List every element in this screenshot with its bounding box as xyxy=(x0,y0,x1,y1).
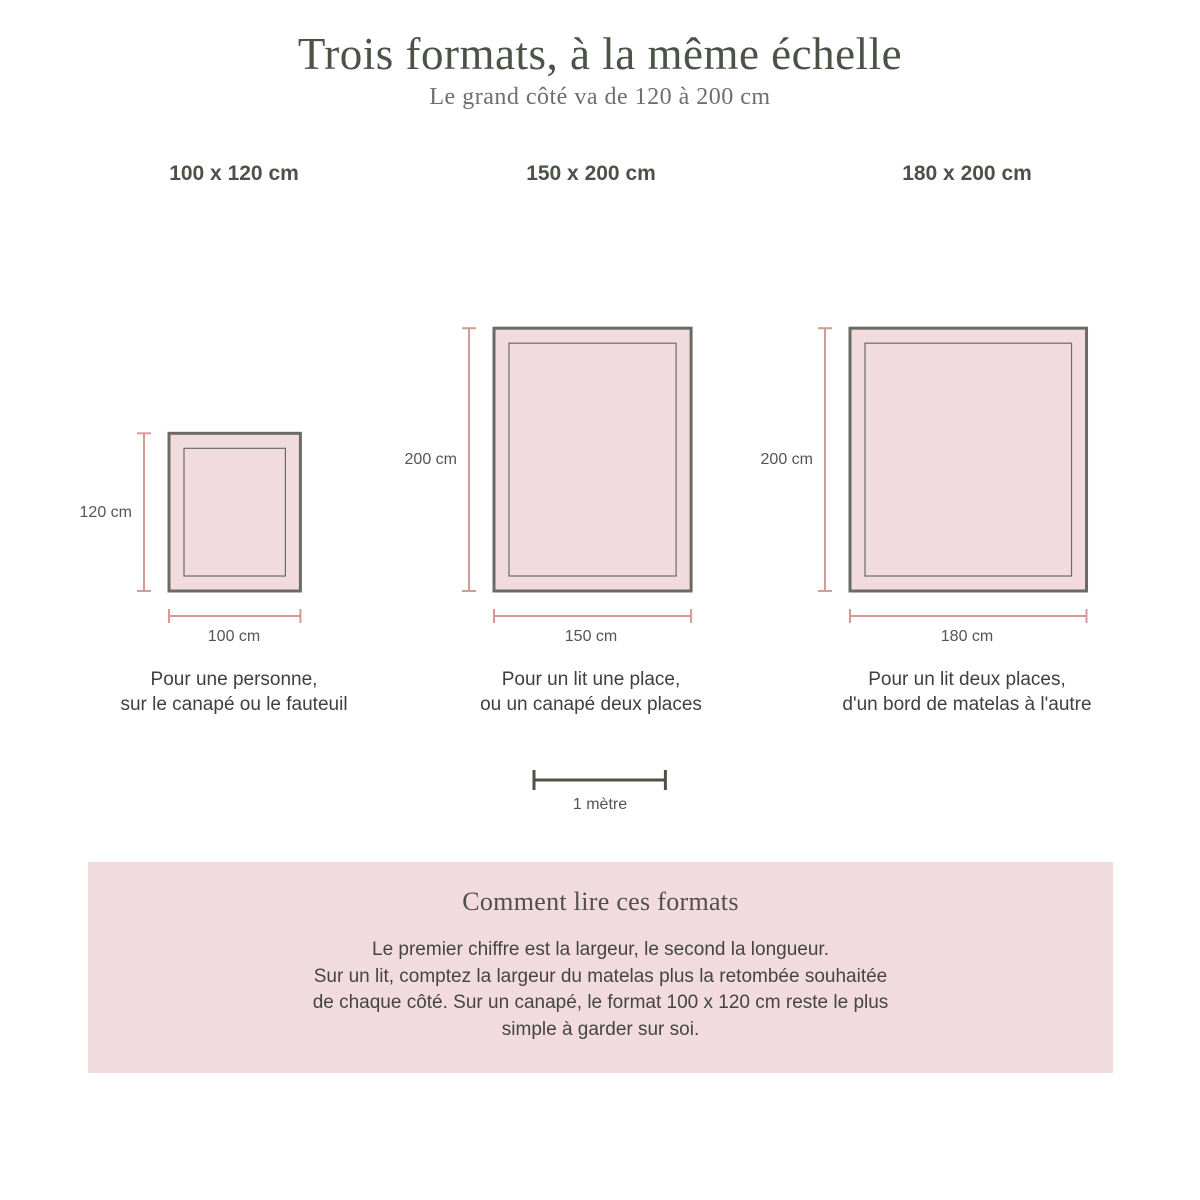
info-line: Sur un lit, comptez la largeur du matelas plus la retombée souhaitée xyxy=(313,965,888,987)
width-label-large: 180 cm xyxy=(940,628,994,645)
blanket-large xyxy=(850,328,1087,591)
description-line: Pour un lit deux places, xyxy=(868,669,1066,690)
description-line: Pour une personne, xyxy=(150,669,318,690)
description-line: Pour un lit une place, xyxy=(501,669,681,690)
blanket-medium xyxy=(494,328,691,591)
blanket-small xyxy=(169,433,300,591)
format-description-large xyxy=(787,667,1147,717)
info-line: Le premier chiffre est la largeur, le second la longueur. xyxy=(372,939,829,960)
info-panel-title: Comment lire ces formats xyxy=(462,887,739,916)
format-title-small: 100 x 120 cm xyxy=(169,162,299,185)
page-title: Trois formats, à la même échelle xyxy=(297,29,903,79)
width-label-medium: 150 cm xyxy=(564,628,618,645)
description-line: ou un canapé deux places xyxy=(480,694,702,715)
height-label-small: 120 cm xyxy=(79,504,132,521)
format-description-medium xyxy=(411,667,771,717)
info-panel xyxy=(88,862,1113,1073)
format-title-medium: 150 x 200 cm xyxy=(526,162,656,185)
width-label-small: 100 cm xyxy=(207,628,261,645)
page-subtitle: Le grand côté va de 120 à 200 cm xyxy=(429,84,771,110)
description-line: d'un bord de matelas à l'autre xyxy=(842,694,1092,715)
info-panel-body xyxy=(88,937,1113,1043)
scale-bar-label: 1 mètre xyxy=(572,796,628,813)
info-line: simple à garder sur soi. xyxy=(501,1018,700,1040)
info-line: de chaque côté. Sur un canapé, le format 100 x 120 cm reste le plus xyxy=(312,992,889,1013)
height-label-large: 200 cm xyxy=(760,451,813,468)
description-line: sur le canapé ou le fauteuil xyxy=(120,694,348,715)
format-description-small xyxy=(54,667,414,717)
format-title-large: 180 x 200 cm xyxy=(902,162,1032,185)
height-label-medium: 200 cm xyxy=(404,451,457,468)
